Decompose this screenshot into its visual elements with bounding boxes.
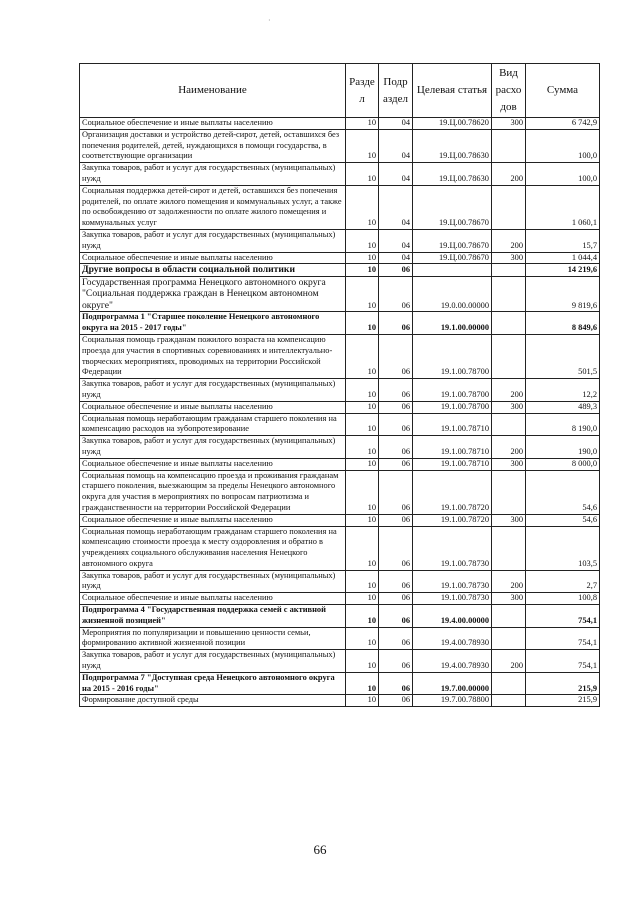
cell-subsection: 04 xyxy=(379,229,413,252)
cell-section: 10 xyxy=(346,379,379,402)
cell-sum: 54,6 xyxy=(526,470,600,514)
cell-target xyxy=(413,264,492,277)
table-row xyxy=(80,252,600,264)
header-name: Наименование xyxy=(80,64,346,118)
cell-name: Социальное обеспечение и иные выплаты населению xyxy=(80,514,346,526)
table-row xyxy=(80,470,600,514)
cell-section: 10 xyxy=(346,252,379,264)
cell-kind xyxy=(492,264,526,277)
table-row xyxy=(80,593,600,605)
cell-section: 10 xyxy=(346,413,379,436)
table-row xyxy=(80,129,600,162)
cell-kind: 300 xyxy=(492,593,526,605)
cell-subsection: 06 xyxy=(379,672,413,695)
table-row xyxy=(80,118,600,130)
cell-kind xyxy=(492,627,526,650)
table-row xyxy=(80,526,600,570)
cell-target: 19.Ц.00.78670 xyxy=(413,252,492,264)
cell-target: 19.Ц.00.78670 xyxy=(413,229,492,252)
cell-target: 19.7.00.78800 xyxy=(413,695,492,707)
cell-name: Закупка товаров, работ и услуг для государственных (муниципальных) нужд xyxy=(80,163,346,186)
cell-section: 10 xyxy=(346,436,379,459)
table-row xyxy=(80,627,600,650)
cell-target: 19.1.00.78700 xyxy=(413,401,492,413)
cell-section: 10 xyxy=(346,605,379,628)
cell-subsection: 06 xyxy=(379,605,413,628)
cell-section: 10 xyxy=(346,185,379,229)
cell-target: 19.1.00.78700 xyxy=(413,379,492,402)
table-row xyxy=(80,695,600,707)
cell-name: Государственная программа Ненецкого автономного округа "Социальная поддержка граждан в Ненецком автономном округе" xyxy=(80,276,346,312)
cell-sum: 754,1 xyxy=(526,650,600,673)
cell-kind: 300 xyxy=(492,118,526,130)
cell-kind: 200 xyxy=(492,650,526,673)
cell-target: 19.1.00.78710 xyxy=(413,436,492,459)
cell-name: Закупка товаров, работ и услуг для государственных (муниципальных) нужд xyxy=(80,379,346,402)
cell-target: 19.1.00.78730 xyxy=(413,593,492,605)
cell-name: Социальная помощь гражданам пожилого возраста на компенсацию проезда для участия в спортивных соревнованиях и интеллектуально-творческих мероприятиях, проводимых на территории Российской Федерации xyxy=(80,334,346,378)
cell-section: 10 xyxy=(346,672,379,695)
cell-subsection: 04 xyxy=(379,129,413,162)
cell-sum: 103,5 xyxy=(526,526,600,570)
cell-subsection: 06 xyxy=(379,470,413,514)
budget-table xyxy=(79,63,600,707)
cell-subsection: 06 xyxy=(379,650,413,673)
cell-name: Социальная помощь неработающим гражданам старшего поколения на компенсацию расходов на зубопротезирование xyxy=(80,413,346,436)
page-number: 66 xyxy=(313,842,327,857)
cell-section: 10 xyxy=(346,458,379,470)
cell-name: Социальное обеспечение и иные выплаты населению xyxy=(80,593,346,605)
cell-sum: 8 000,0 xyxy=(526,458,600,470)
top-mark: · xyxy=(268,16,271,25)
cell-subsection: 06 xyxy=(379,458,413,470)
cell-section: 10 xyxy=(346,118,379,130)
cell-sum: 215,9 xyxy=(526,672,600,695)
table-header-row xyxy=(80,64,600,118)
cell-kind xyxy=(492,276,526,312)
cell-name: Закупка товаров, работ и услуг для государственных (муниципальных) нужд xyxy=(80,650,346,673)
cell-kind: 200 xyxy=(492,570,526,593)
header-section: Разде л xyxy=(346,64,379,118)
cell-subsection: 06 xyxy=(379,514,413,526)
cell-kind xyxy=(492,605,526,628)
cell-sum: 12,2 xyxy=(526,379,600,402)
table-row xyxy=(80,436,600,459)
cell-subsection: 06 xyxy=(379,379,413,402)
cell-name: Мероприятия по популяризации и повышению ценности семьи, формированию активной жизненной позиции xyxy=(80,627,346,650)
cell-name: Социальная поддержка детей-сирот и детей, оставшихся без попечения родителей, по оплате жилого помещения и коммунальных услуг, а также по освобождению от задолженности по оплате жилого помещения и коммунальных услуг xyxy=(80,185,346,229)
cell-section: 10 xyxy=(346,264,379,277)
cell-section: 10 xyxy=(346,593,379,605)
cell-sum: 9 819,6 xyxy=(526,276,600,312)
cell-kind xyxy=(492,334,526,378)
cell-target: 19.Ц.00.78620 xyxy=(413,118,492,130)
cell-kind: 200 xyxy=(492,163,526,186)
cell-sum: 54,6 xyxy=(526,514,600,526)
cell-section: 10 xyxy=(346,514,379,526)
table-row xyxy=(80,334,600,378)
cell-subsection: 06 xyxy=(379,593,413,605)
table-row xyxy=(80,312,600,335)
table-row xyxy=(80,605,600,628)
cell-sum: 190,0 xyxy=(526,436,600,459)
cell-section: 10 xyxy=(346,650,379,673)
cell-section: 10 xyxy=(346,129,379,162)
cell-subsection: 06 xyxy=(379,627,413,650)
cell-target: 19.1.00.78710 xyxy=(413,413,492,436)
cell-target: 19.1.00.78720 xyxy=(413,514,492,526)
cell-section: 10 xyxy=(346,312,379,335)
cell-sum: 8 190,0 xyxy=(526,413,600,436)
cell-sum: 754,1 xyxy=(526,605,600,628)
cell-subsection: 06 xyxy=(379,413,413,436)
cell-name: Организация доставки и устройство детей-сирот, детей, оставшихся без попечения родителей, детей, нуждающихся в помощи государства, в соответствующие организации xyxy=(80,129,346,162)
cell-subsection: 06 xyxy=(379,570,413,593)
header-kind: Вид расхо дов xyxy=(492,64,526,118)
cell-kind xyxy=(492,470,526,514)
cell-sum: 100,0 xyxy=(526,129,600,162)
cell-section: 10 xyxy=(346,627,379,650)
cell-subsection: 06 xyxy=(379,312,413,335)
cell-subsection: 04 xyxy=(379,118,413,130)
cell-section: 10 xyxy=(346,163,379,186)
cell-target: 19.1.00.78730 xyxy=(413,526,492,570)
cell-name: Подпрограмма 4 "Государственная поддержка семей с активной жизненной позицией" xyxy=(80,605,346,628)
header-sum: Сумма xyxy=(526,64,600,118)
cell-sum: 501,5 xyxy=(526,334,600,378)
cell-target: 19.1.00.78730 xyxy=(413,570,492,593)
table-body xyxy=(80,118,600,707)
cell-section: 10 xyxy=(346,276,379,312)
table-row xyxy=(80,650,600,673)
cell-target: 19.1.00.78700 xyxy=(413,334,492,378)
cell-target: 19.1.00.78720 xyxy=(413,470,492,514)
cell-sum: 1 044,4 xyxy=(526,252,600,264)
cell-target: 19.1.00.78710 xyxy=(413,458,492,470)
cell-subsection: 06 xyxy=(379,695,413,707)
cell-kind xyxy=(492,413,526,436)
cell-kind xyxy=(492,129,526,162)
cell-name: Закупка товаров, работ и услуг для государственных (муниципальных) нужд xyxy=(80,570,346,593)
cell-kind xyxy=(492,695,526,707)
cell-target: 19.4.00.00000 xyxy=(413,605,492,628)
cell-subsection: 06 xyxy=(379,436,413,459)
table-row xyxy=(80,229,600,252)
cell-sum: 489,3 xyxy=(526,401,600,413)
cell-name: Другие вопросы в области социальной политики xyxy=(80,264,346,277)
cell-section: 10 xyxy=(346,401,379,413)
cell-sum: 754,1 xyxy=(526,627,600,650)
cell-sum: 8 849,6 xyxy=(526,312,600,335)
cell-name: Формирование доступной среды xyxy=(80,695,346,707)
cell-name: Подпрограмма 7 "Доступная среда Ненецкого автономного округа на 2015 - 2016 годы" xyxy=(80,672,346,695)
cell-kind xyxy=(492,185,526,229)
cell-name: Социальное обеспечение и иные выплаты населению xyxy=(80,458,346,470)
cell-target: 19.0.00.00000 xyxy=(413,276,492,312)
table-row xyxy=(80,401,600,413)
cell-sum: 2,7 xyxy=(526,570,600,593)
table-row xyxy=(80,514,600,526)
cell-target: 19.4.00.78930 xyxy=(413,627,492,650)
table-row xyxy=(80,379,600,402)
table-row xyxy=(80,264,600,277)
cell-subsection: 04 xyxy=(379,163,413,186)
cell-kind: 300 xyxy=(492,514,526,526)
cell-section: 10 xyxy=(346,334,379,378)
cell-subsection: 04 xyxy=(379,185,413,229)
cell-section: 10 xyxy=(346,526,379,570)
cell-sum: 1 060,1 xyxy=(526,185,600,229)
cell-kind: 200 xyxy=(492,229,526,252)
cell-subsection: 06 xyxy=(379,276,413,312)
cell-name: Социальное обеспечение и иные выплаты населению xyxy=(80,118,346,130)
cell-name: Закупка товаров, работ и услуг для государственных (муниципальных) нужд xyxy=(80,229,346,252)
table-row xyxy=(80,163,600,186)
table-row xyxy=(80,672,600,695)
cell-sum: 215,9 xyxy=(526,695,600,707)
cell-target: 19.Ц.00.78670 xyxy=(413,185,492,229)
cell-kind: 300 xyxy=(492,401,526,413)
cell-kind xyxy=(492,526,526,570)
cell-target: 19.1.00.00000 xyxy=(413,312,492,335)
table-row xyxy=(80,570,600,593)
cell-sum: 100,8 xyxy=(526,593,600,605)
cell-kind: 300 xyxy=(492,458,526,470)
cell-name: Подпрограмма 1 "Старшее поколение Ненецкого автономного округа на 2015 - 2017 годы" xyxy=(80,312,346,335)
table-row xyxy=(80,185,600,229)
cell-sum: 100,0 xyxy=(526,163,600,186)
cell-name: Закупка товаров, работ и услуг для государственных (муниципальных) нужд xyxy=(80,436,346,459)
cell-section: 10 xyxy=(346,229,379,252)
cell-name: Социальная помощь на компенсацию проезда и проживания гражданам старшего поколения, выезжающим за пределы Ненецкого автономного округа для участия в мероприятиях по вопросам патриотизма и гражданственности на территории Российской Федерации xyxy=(80,470,346,514)
cell-section: 10 xyxy=(346,695,379,707)
cell-sum: 14 219,6 xyxy=(526,264,600,277)
cell-target: 19.Ц.00.78630 xyxy=(413,129,492,162)
cell-target: 19.4.00.78930 xyxy=(413,650,492,673)
cell-kind: 200 xyxy=(492,379,526,402)
table-row xyxy=(80,458,600,470)
cell-section: 10 xyxy=(346,470,379,514)
cell-subsection: 06 xyxy=(379,334,413,378)
cell-subsection: 06 xyxy=(379,401,413,413)
table-row xyxy=(80,276,600,312)
cell-kind xyxy=(492,672,526,695)
cell-name: Социальная помощь неработающим гражданам старшего поколения на компенсацию стоимости проезда к месту оздоровления и обратно в учреждениях социального обслуживания населения Ненецкого автономного округа xyxy=(80,526,346,570)
cell-subsection: 06 xyxy=(379,264,413,277)
cell-name: Социальное обеспечение и иные выплаты населению xyxy=(80,252,346,264)
cell-subsection: 06 xyxy=(379,526,413,570)
cell-kind: 300 xyxy=(492,252,526,264)
cell-kind xyxy=(492,312,526,335)
header-subsection: Подр аздел xyxy=(379,64,413,118)
cell-subsection: 04 xyxy=(379,252,413,264)
cell-kind: 200 xyxy=(492,436,526,459)
cell-name: Социальное обеспечение и иные выплаты населению xyxy=(80,401,346,413)
table-row xyxy=(80,413,600,436)
header-target: Целевая статья xyxy=(413,64,492,118)
cell-target: 19.7.00.00000 xyxy=(413,672,492,695)
cell-sum: 6 742,9 xyxy=(526,118,600,130)
cell-target: 19.Ц.00.78630 xyxy=(413,163,492,186)
cell-sum: 15,7 xyxy=(526,229,600,252)
cell-section: 10 xyxy=(346,570,379,593)
